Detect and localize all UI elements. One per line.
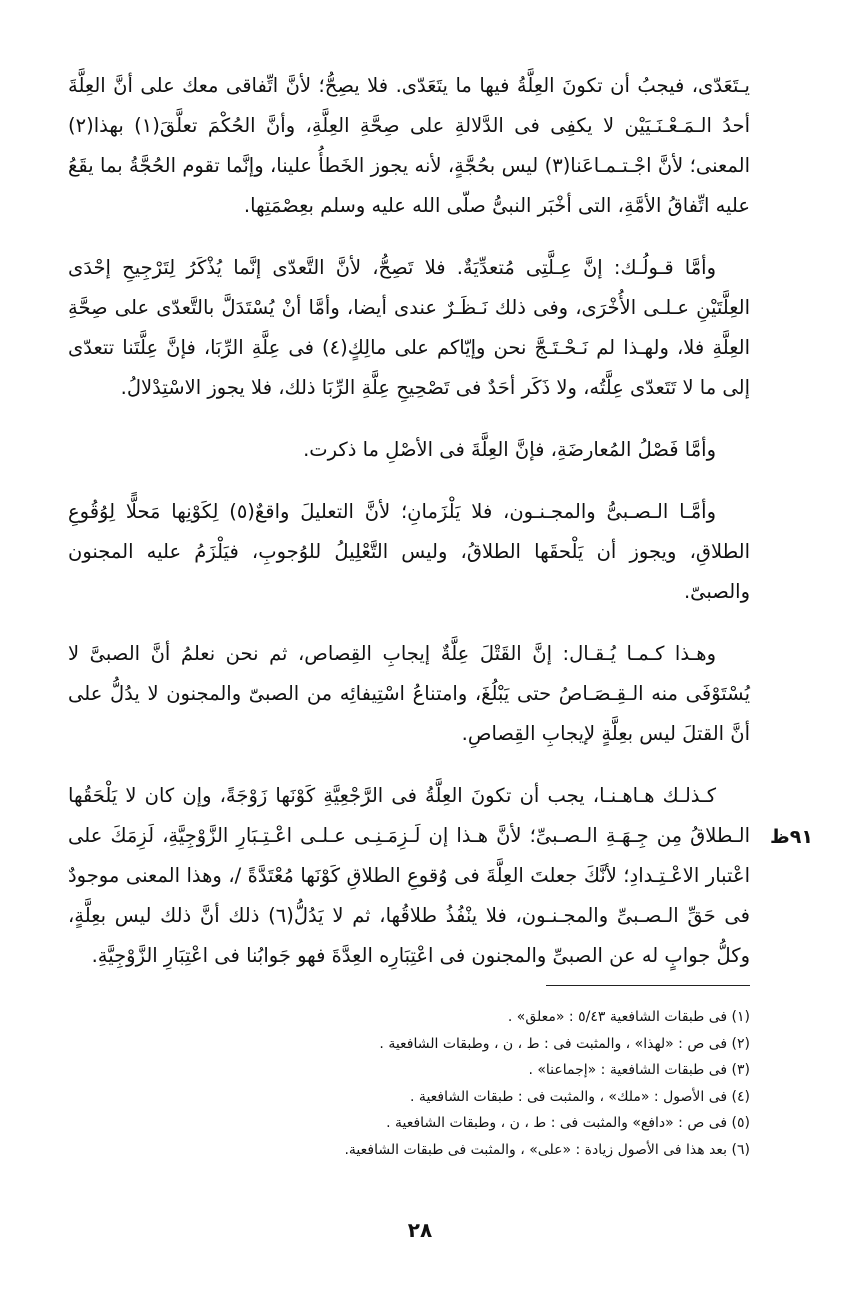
body-text [68, 66, 750, 998]
paragraph-2: وأمَّا قـولُـك: إنَّ عِـلَّتِى مُتعدِّيَةٌ. فلا تَصِحُّ، لأنَّ التَّعدّى إنَّما يُذْكَرُ لِتَرْجِيحِ إحْدَى العِلَّتَيْنِ عـلـى الأُخْرَى، وفى ذلك نَـظَـرٌ عندى أيضا، وأمَّا أنْ يُسْتَدَلَّ بالتَّعدّى على صِحَّةِ العِلَّةِ فلا، ولهـذا لم نَـحْـتَـجَّ نحن وإيّاكم على مالِكٍ(٤) فى عِلَّةِ الرِّبَا، فإنَّ عِلَّتَنا تتعدّى إلى ما لا تَتَعدّى عِلَّتُه، ولا ذَكَر أحَدٌ فى تَصْحِيحِ عِلَّةِ الرِّبَا ذلك، فلا يجوز الاسْتِدْلالُ. [68, 256, 750, 399]
paragraph-1: يـتَعَدّى، فيجبُ أن تكونَ العِلَّةُ فيها ما يتَعَدّى. فلا يصِحُّ؛ لأنَّ اتِّفاقى معك على أنَّ العِلَّةَ أحدُ الـمَـعْـنَـيَيْن لا يكفِى فى الدَّلالةِ على صِحَّةِ العِلَّةِ، وأنَّ الحُكْمَ تعلَّقَ(١) بهذا(٢) المعنى؛ لأنَّ اجْـتـمـاعَنا(٣) ليس بحُجَّةٍ، لأنه يجوز الخَطأُ علينا، وإنَّما تقوم الحُجَّةُ بما يقَعُ عليه اتِّفاقُ الأمَّةِ، التى أخْبَر النبىُّ صلّى الله عليه وسلم بعِصْمَتِها. [68, 74, 751, 217]
footnote-3: (٣) فى طبقات الشافعية : «إجماعنا» . [528, 1062, 750, 1079]
footnote-1: (١) فى طبقات الشافعية ٥/٤٣ : «معلق» . [507, 1009, 750, 1025]
footnote-5: (٥) فى ص : «دافع» والمثبت فى : ط ، ن ، وطبقات الشافعية . [386, 1115, 750, 1132]
footnotes [100, 1004, 750, 1164]
footnote-4: (٤) فى الأصول : «ملك» ، والمثبت فى : طبقات الشافعية . [410, 1088, 750, 1105]
footnote-6: (٦) بعد هذا فى الأصول زيادة : «على» ، والمثبت فى طبقات الشافعية. [344, 1141, 750, 1158]
footnote-separator [546, 985, 750, 986]
paragraph-3: وأمَّا فَصْلُ المُعارضَةِ، فإنَّ العِلَّةَ فى الأصْلِ ما ذكرت. [303, 438, 716, 461]
page-number: ٢٨ [407, 1218, 433, 1242]
footnote-2: (٢) فى ص : «لهذا» ، والمثبت فى : ط ، ن ، وطبقات الشافعية . [379, 1035, 750, 1052]
paragraph-4: وأمَّـا الـصـبىُّ والمجـنـون، فلا يَلْزَمانِ؛ لأنَّ التعليلَ واقعٌ(٥) لِكَوْنِها مَحلًّا لِوُقُوعِ الطلاقِ، ويجوز أن يَلْحقَها الطلاقُ، وليس التَّعْلِيلُ للوُجوبِ، فيَلْزَمُ عليه المجنون والصبىّ. [68, 500, 750, 603]
paragraph-5: وهـذا كـمـا يُـقـال: إنَّ القَتْلَ عِلَّةٌ إيجابِ القِصاص، ثم نحن نعلمُ أنَّ الصبىَّ لا يُسْتَوْفَى منه الـقِـصَـاصُ حتى يَبْلُغَ، وامتناعُ اسْتِيفائِه من الصبىّ والمجنون لا يدُلُّ على أنَّ القتلَ ليس بعِلَّةٍ لإيجابِ القِصاصِ. [68, 642, 750, 745]
margin-folio-note: ٩١ظ [770, 826, 813, 848]
paragraph-6: كـذلـك هـاهـنـا، يجب أن تكونَ العِلَّةُ فى الرَّجْعِيَّةِ كَوْنَها زَوْجَةً، وإن كان لا يَلْحَقُها الـطلاقُ مِن جِـهَـةِ الـصـبىِّ؛ لأنَّ هـذا إن لَـزِمَـنِـى عـلـى اعْـتِـبَارِ الزَّوْجِيَّةِ، لَزِمَكَ على اعْتبار الاعْـتِـدادِ؛ لأنَّكَ جعلتَ العِلَّةَ فى وُقوعِ الطلاقِ كَوْنَها مُعْتَدَّةً /، وهذا المعنى موجودٌ فى حَقِّ الـصـبىِّ والمجـنـون، فلا ينْفُذُ طلاقُها، ثم لا يَدُلُّ(٦) ذلك أنَّ ذلك ليس بعِلَّةٍ، وكلُّ جوابٍ له عن الصبىِّ والمجنون فى اعْتِبَارِه العِدَّةَ فهو جَوابُنا فى اعْتِبَارِ الزَّوْجِيَّةِ. [68, 784, 750, 967]
